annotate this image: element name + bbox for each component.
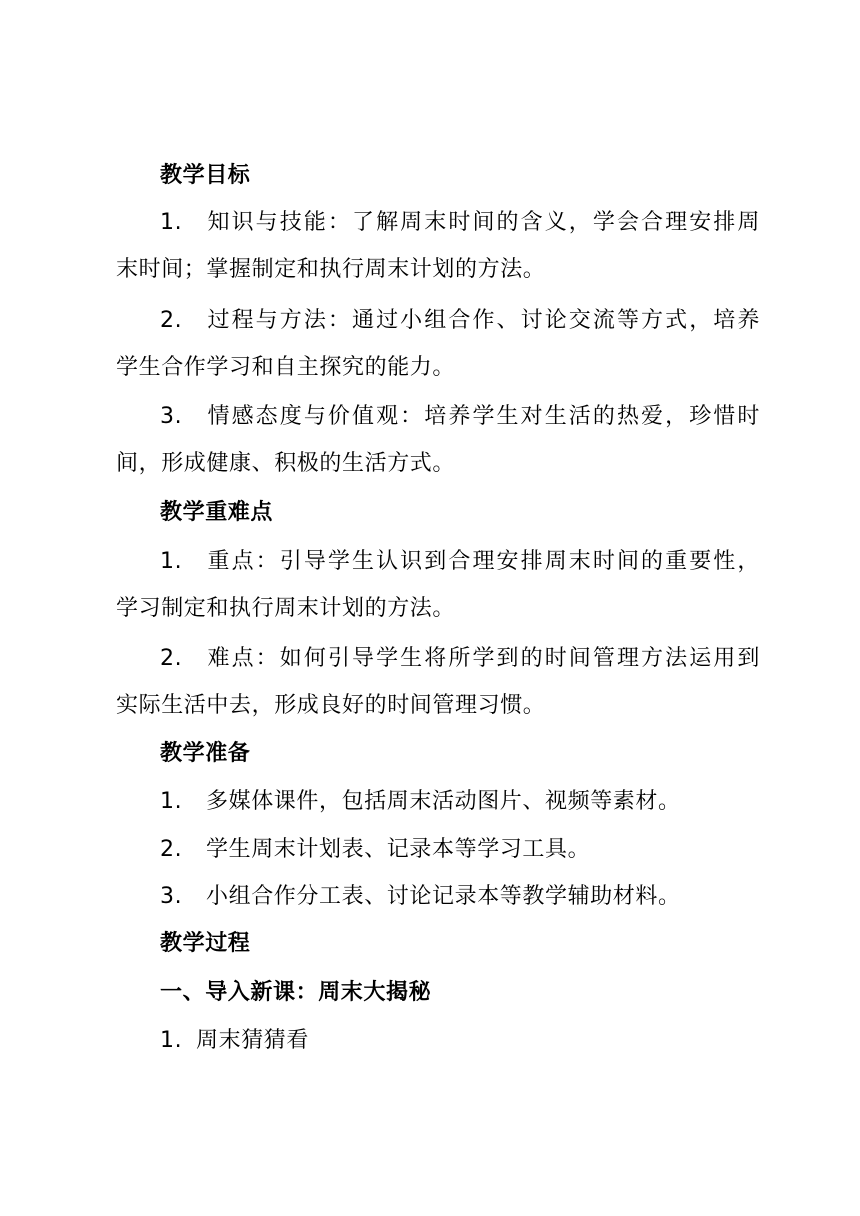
preparation-item-2-number: 2. [160, 837, 183, 862]
preparation-item-2 [160, 834, 760, 866]
key-point-item-1-text: 重点：引导学生认识到合理安排周末时间的重要性， [206, 549, 760, 574]
process-step-1 [160, 1025, 760, 1057]
objective-item-3-text: 情感态度与价值观：培养学生对生活的热爱，珍惜时 [206, 404, 760, 429]
section-title-preparation: 教学准备 [160, 741, 251, 766]
section-title-process: 教学过程 [160, 931, 251, 956]
process-step-1-number: 1. [160, 1028, 183, 1053]
preparation-item-3 [160, 881, 760, 913]
key-point-item-2-line1 [160, 643, 760, 675]
key-point-item-1-line2: 学习制定和执行周末计划的方法。 [116, 596, 456, 621]
preparation-item-1 [160, 786, 760, 818]
objective-item-2-number: 2. [160, 308, 183, 333]
objective-item-3-number: 3. [160, 404, 183, 429]
objective-item-2-line1 [160, 305, 760, 337]
objective-item-1-text: 知识与技能：了解周末时间的含义，学会合理安排周 [206, 210, 760, 235]
objective-item-1-number: 1. [160, 210, 183, 235]
section-title-key-points: 教学重难点 [160, 500, 274, 525]
objective-item-3-line1 [160, 401, 760, 433]
preparation-item-1-text: 多媒体课件，包括周末活动图片、视频等素材。 [206, 789, 681, 814]
process-step-1-text: 周末猜猜看 [196, 1028, 310, 1053]
key-point-item-2-text: 难点：如何引导学生将所学到的时间管理方法运用到 [206, 646, 760, 671]
objective-item-2-text: 过程与方法：通过小组合作、讨论交流等方式，培养 [206, 308, 760, 333]
objective-item-1-line2: 末时间；掌握制定和执行周末计划的方法。 [116, 257, 546, 282]
objective-item-2-line2: 学生合作学习和自主探究的能力。 [116, 355, 456, 380]
section-title-objectives: 教学目标 [160, 163, 251, 188]
key-point-item-1-number: 1. [160, 549, 183, 574]
preparation-item-3-text: 小组合作分工表、讨论记录本等教学辅助材料。 [206, 884, 681, 909]
key-point-item-2-number: 2. [160, 646, 183, 671]
preparation-item-2-text: 学生周末计划表、记录本等学习工具。 [206, 837, 591, 862]
objective-item-3-line2: 间，形成健康、积极的生活方式。 [116, 451, 456, 476]
process-subtitle: 一、导入新课：周末大揭秘 [160, 980, 432, 1005]
key-point-item-1-line1 [160, 546, 760, 578]
key-point-item-2-line2: 实际生活中去，形成良好的时间管理习惯。 [116, 693, 546, 718]
preparation-item-1-number: 1. [160, 789, 183, 814]
objective-item-1-line1 [160, 207, 760, 239]
preparation-item-3-number: 3. [160, 884, 183, 909]
